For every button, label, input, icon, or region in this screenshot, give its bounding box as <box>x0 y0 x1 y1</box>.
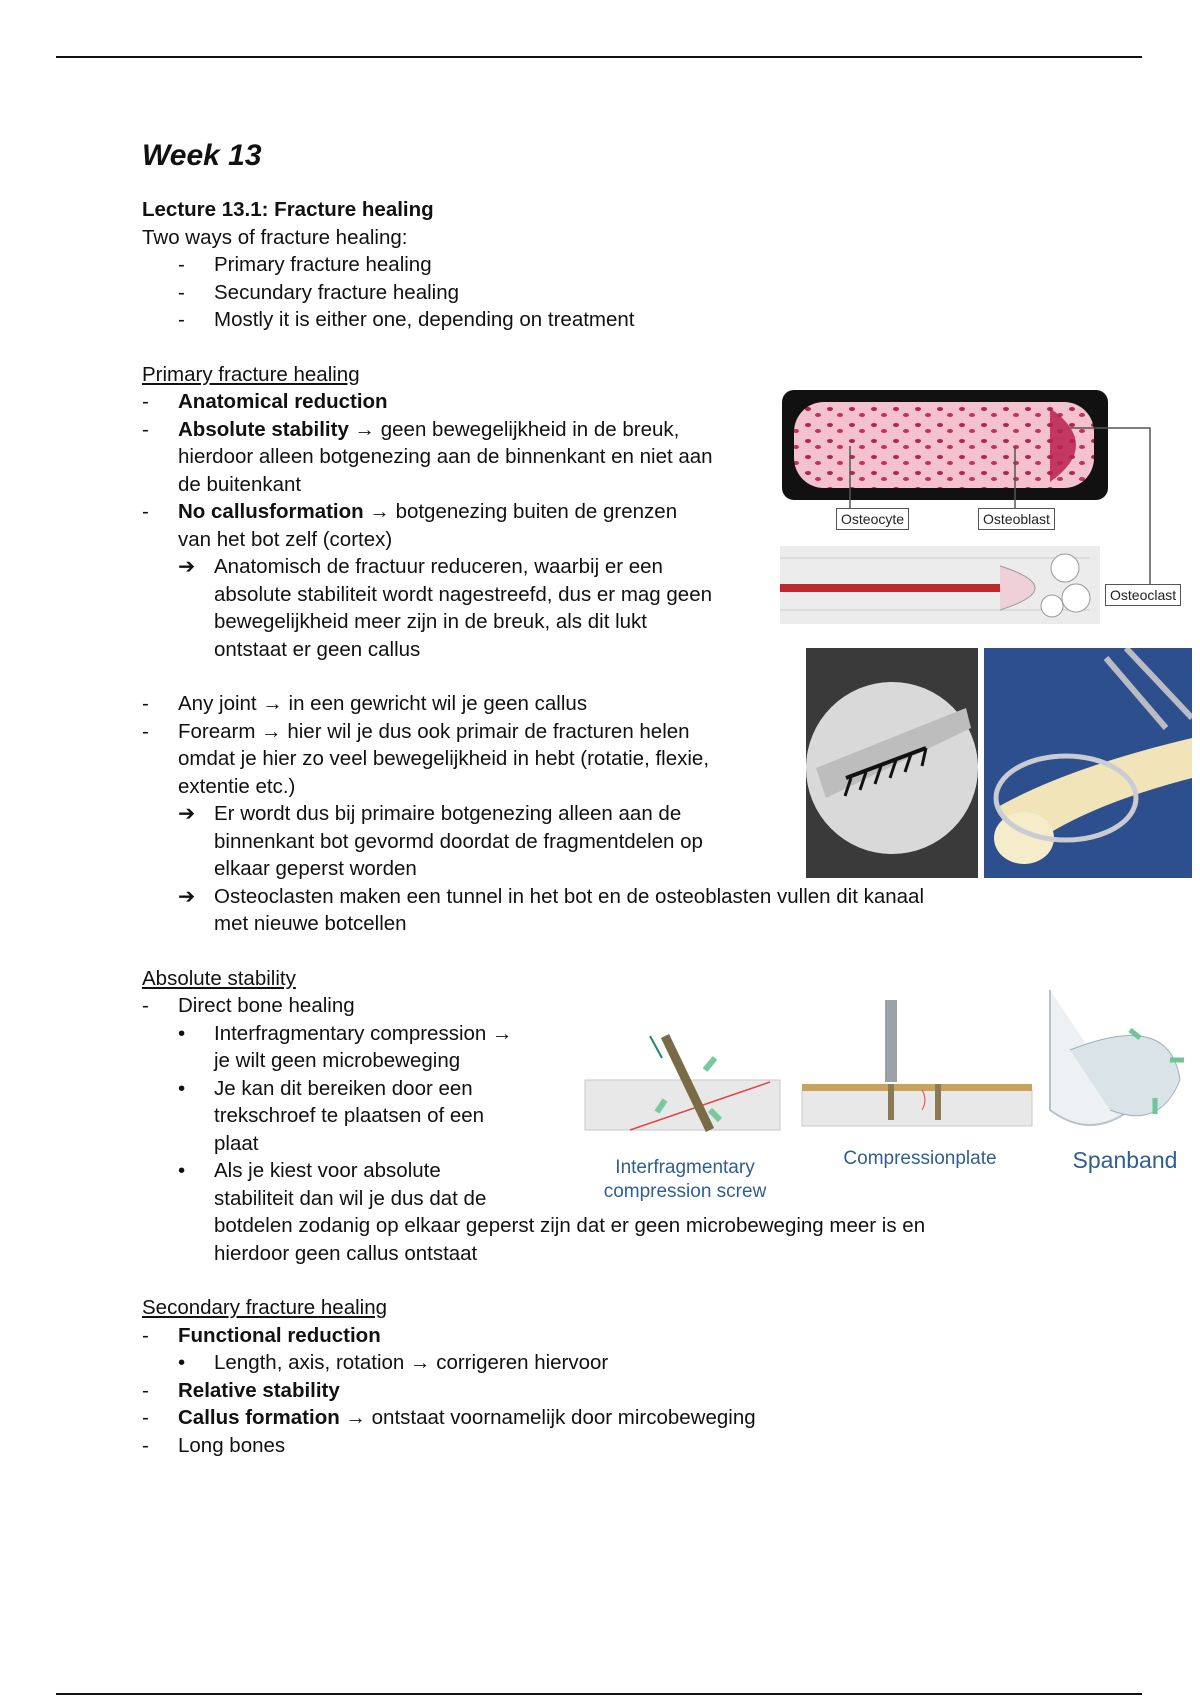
header-rule <box>56 56 1142 58</box>
fixation-photo-illustration <box>806 648 1192 878</box>
page-title: Week 13 <box>142 139 262 172</box>
bullet-item: • Je kan dit bereiken door een trekschroef te plaatsen of een plaat <box>178 1076 485 1155</box>
osteocyte-label: Osteocyte <box>836 508 909 530</box>
bullet-item: • Length, axis, rotation → corrigeren hiervoor <box>178 1351 609 1374</box>
list-item: - Anatomical reduction <box>142 390 388 413</box>
primary-heading: Primary fracture healing <box>142 362 360 386</box>
list-item: - Forearm → hier wil je dus ook primair de fracturen helen omdat je hier zo veel bewegelijkheid in hebt (rotatie, flexie, extentie etc.) <box>142 719 710 798</box>
list-item: - Long bones <box>142 1433 286 1457</box>
list-item: - Direct bone healing <box>142 994 355 1017</box>
list-item: - Primary fracture healing <box>178 253 432 276</box>
list-item: - Secundary fracture healing <box>178 280 460 304</box>
fixation-diagrams <box>570 990 1200 1210</box>
list-item: - No callusformation → botgenezing buiten de grenzen van het bot zelf (cortex) <box>142 500 678 551</box>
intro-text: Two ways of fracture healing: <box>142 225 408 249</box>
arrow-item: ➔ Osteoclasten maken een tunnel in het bot en de osteoblasten vullen dit kanaal met nieuwe botcellen <box>178 884 925 935</box>
footer-rule <box>56 1693 1142 1695</box>
osteoclast-label: Osteoclast <box>1105 584 1181 606</box>
caption-band: Spanband <box>1072 1147 1178 1173</box>
fixation-photos <box>806 648 1192 878</box>
lecture-heading: Lecture 13.1: Fracture healing <box>142 198 434 221</box>
list-item: - Relative stability <box>142 1378 340 1402</box>
bone-remodeling-figure <box>780 388 1200 634</box>
list-item: - Absolute stability → geen bewegelijkheid in de breuk, hierdoor alleen botgenezing aan de binnenkant en niet aan de buitenkant <box>142 417 713 496</box>
list-item: - Functional reduction <box>142 1323 381 1347</box>
bullet-item: • Interfragmentary compression → je wilt geen microbeweging <box>178 1021 513 1072</box>
list-item: - Mostly it is either one, depending on treatment <box>178 308 635 331</box>
absolute-heading: Absolute stability <box>142 966 296 990</box>
arrow-item: ➔ Anatomisch de fractuur reduceren, waarbij er een absolute stabiliteit wordt nagestreefd, dus er mag geen bewegelijkheid meer zijn in de breuk, als dit lukt ontstaat er geen callus <box>178 555 712 661</box>
arrow-item: ➔ Er wordt dus bij primaire botgenezing alleen aan de binnenkant bot gevormd doordat de fragmentdelen op elkaar geperst worden <box>178 802 703 880</box>
list-item: - Callus formation → ontstaat voornamelijk door mircobeweging <box>142 1406 756 1429</box>
bullet-item: • Als je kiest voor absolute stabiliteit dan wil je dus dat de botdelen zodanig op elkaar geperst zijn dat er geen microbeweging meer is en hierdoor geen callus ontstaat <box>178 1159 926 1265</box>
caption-plate: Compressionplate <box>843 1148 997 1169</box>
osteoblast-label: Osteoblast <box>978 508 1055 530</box>
secondary-heading: Secondary fracture healing <box>142 1296 388 1319</box>
list-item: - Any joint → in een gewricht wil je geen callus <box>142 692 588 715</box>
caption-screw: Interfragmentary compression screw <box>603 1157 767 1202</box>
